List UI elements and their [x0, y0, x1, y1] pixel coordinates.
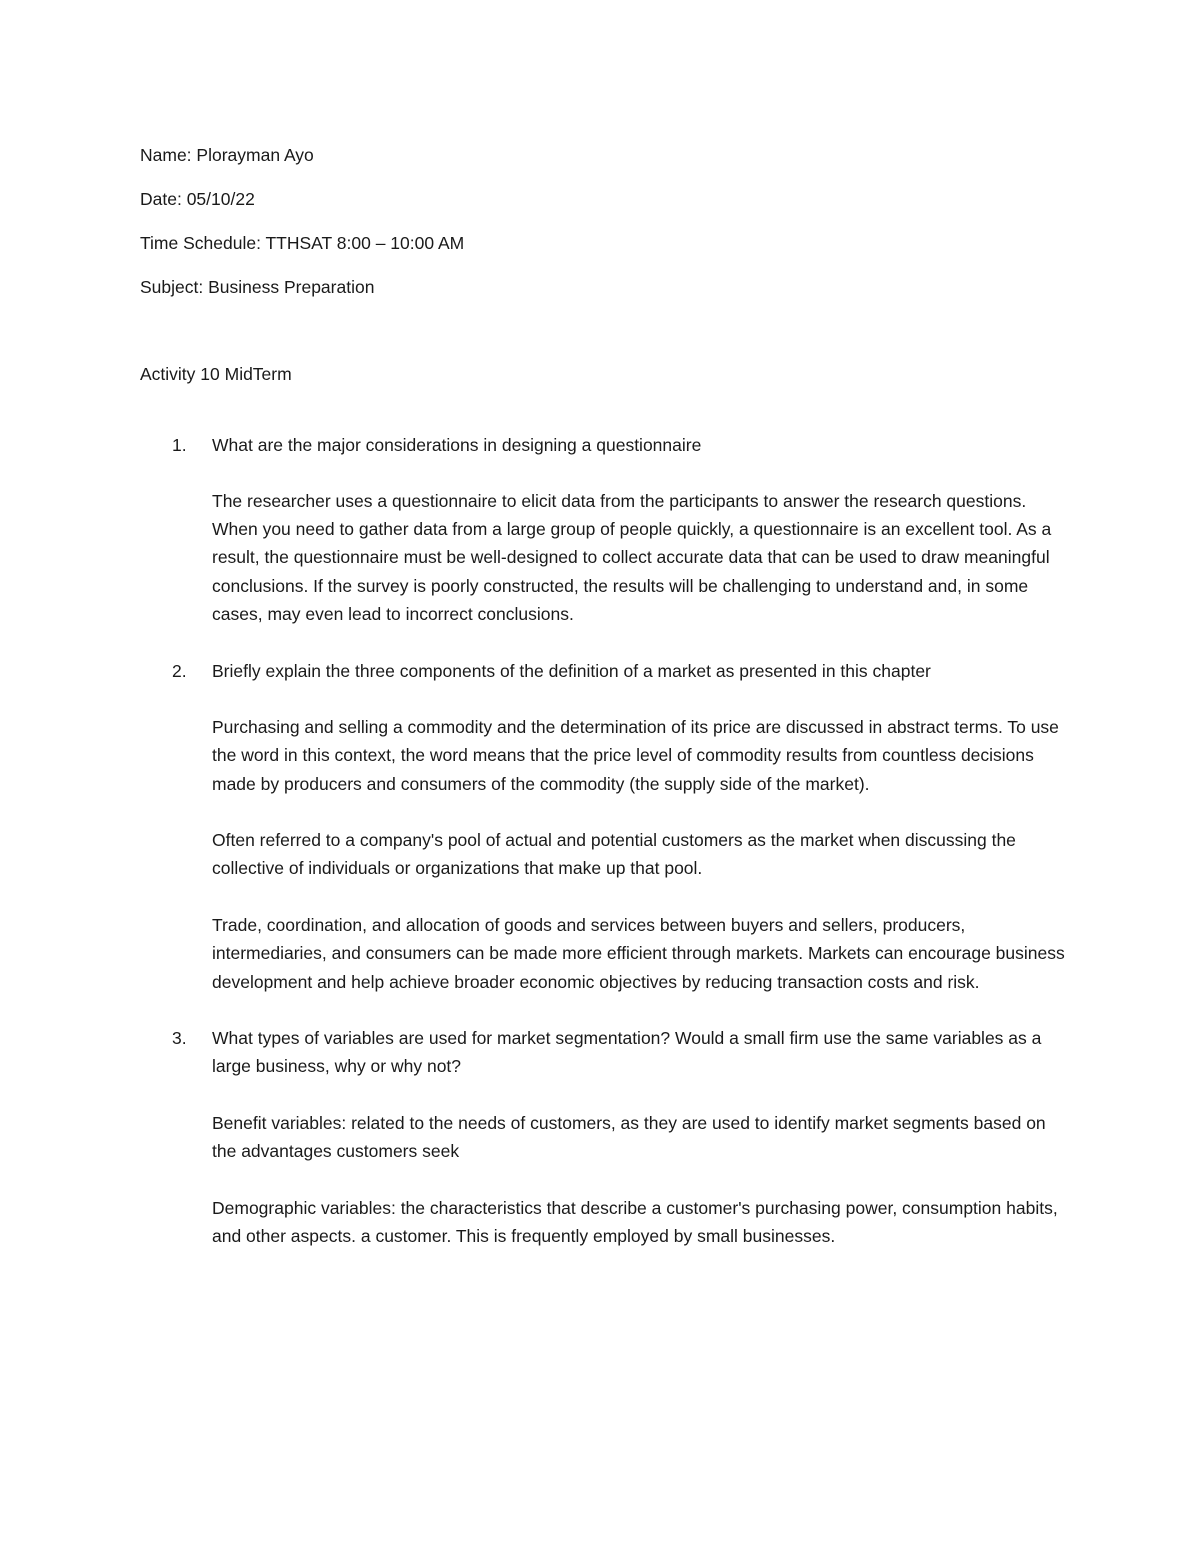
date-line: Date: 05/10/22 [140, 188, 255, 209]
question-2 [140, 657, 1070, 685]
subject-line: Subject: Business Preparation [140, 276, 375, 297]
question-block-1 [140, 431, 1070, 629]
answer-paragraph: Purchasing and selling a commodity and the determination of its price are discussed in abstract terms. To use the word in this context, the word means that the price level of commodity results from countless decisions made by producers and consumers of the commodity (the supply side of the market). [212, 716, 1059, 794]
answer-paragraph: Benefit variables: related to the needs of customers, as they are used to identify market segments based on the advantages customers seek [212, 1112, 1046, 1162]
answer-1 [140, 487, 1070, 628]
question-number: 3. [172, 1028, 187, 1049]
question-number: 2. [172, 660, 187, 681]
question-3 [140, 1024, 1070, 1081]
answer-paragraph: The researcher uses a questionnaire to elicit data from the participants to answer the research questions. When you need to gather data from a large group of people quickly, a questionnaire is an excellent tool. As a result, the questionnaire must be well-designed to collect accurate data that can be used to draw meaningful conclusions. If the survey is poorly constructed, the results will be challenging to understand and, in some cases, may even lead to incorrect conclusions. [212, 490, 1052, 625]
answer-paragraph: Demographic variables: the characteristics that describe a customer's purchasing power, consumption habits, and other aspects. a customer. This is frequently employed by small businesses. [212, 1197, 1058, 1246]
question-text: What are the major considerations in designing a questionnaire [212, 434, 702, 455]
question-1 [140, 431, 1070, 459]
document-body [140, 141, 1070, 1279]
student-name: Name: Plorayman Ayo [140, 145, 314, 165]
activity-title: Activity 10 MidTerm [140, 364, 292, 385]
question-block-2 [140, 657, 1070, 996]
question-block-3 [140, 1024, 1070, 1250]
question-number: 1. [172, 434, 187, 455]
answer-paragraph: Often referred to a company's pool of actual and potential customers as the market when discussing the collective of individuals or organizations that make up that pool. [212, 830, 1016, 879]
time-schedule-line: Time Schedule: TTHSAT 8:00 – 10:00 AM [140, 232, 465, 253]
answer-paragraph: Trade, coordination, and allocation of goods and services between buyers and sellers, producers, intermediaries, and consumers can be made more efficient through markets. Markets can encourage business development and help achieve broader economic objectives by reducing transaction costs and risk. [212, 915, 1065, 992]
question-text: What types of variables are used for market segmentation? Would a small firm use the same variables as a large business, why or why not? [212, 1028, 1042, 1077]
answer-2 [140, 713, 1070, 996]
answer-3 [140, 1109, 1070, 1250]
question-text: Briefly explain the three components of the definition of a market as presented in this chapter [212, 660, 931, 681]
